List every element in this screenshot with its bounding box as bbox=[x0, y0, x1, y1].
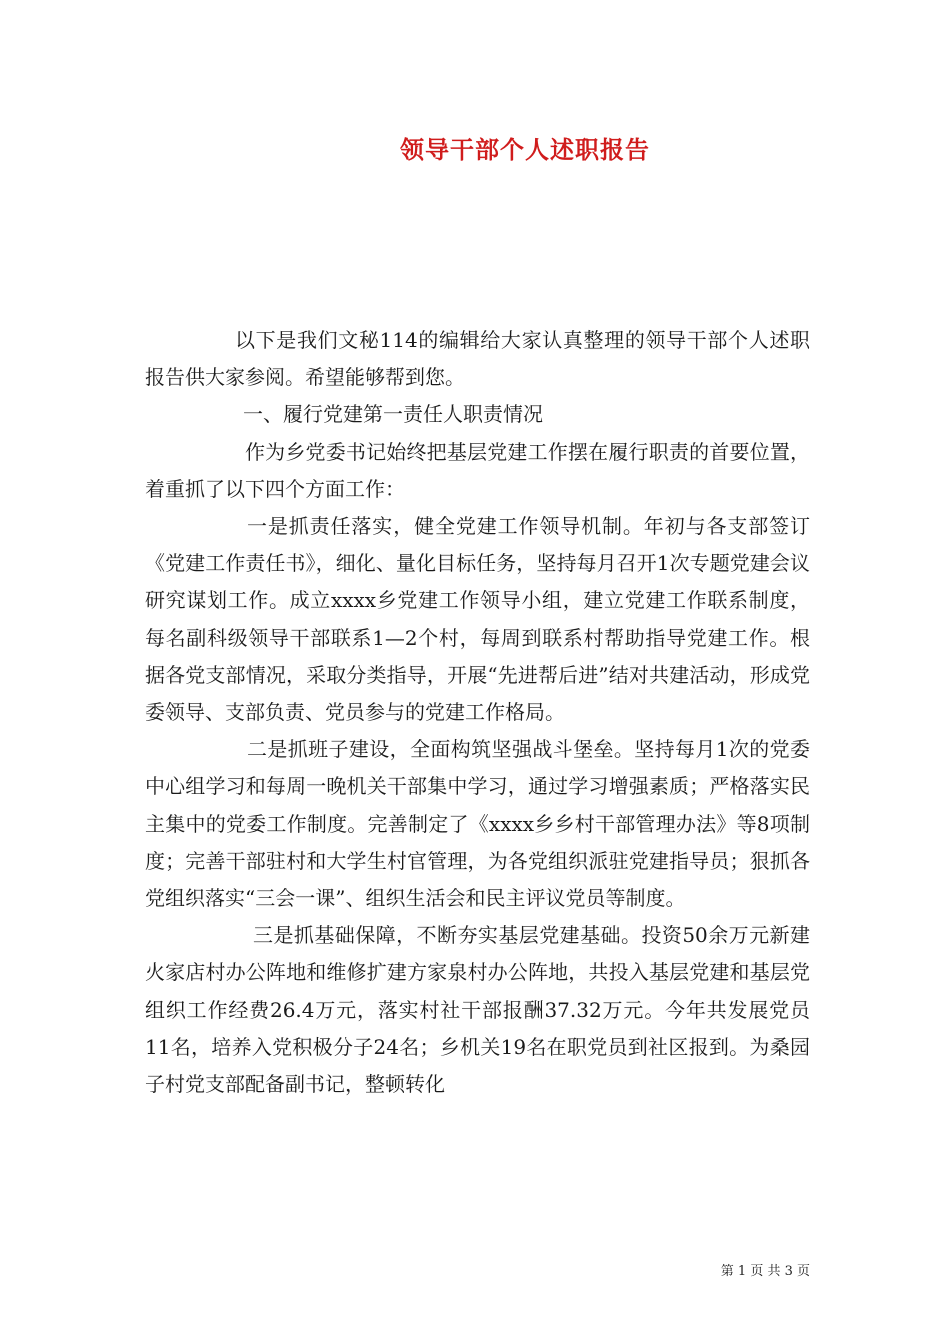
page-number-footer: 第 1 页 共 3 页 bbox=[720, 1264, 810, 1279]
paragraph-intro: 以下是我们文秘114的编辑给大家认真整理的领导干部个人述职报告供大家参阅。希望能够帮到您。 bbox=[145, 328, 810, 390]
document-body bbox=[145, 322, 810, 1103]
document-title: 领导干部个人述职报告 bbox=[400, 135, 650, 164]
paragraph-point-1: 一是抓责任落实，健全党建工作领导机制。年初与各支部签订《党建工作责任书》，细化、量化目标任务，坚持每月召开1次专题党建会议研究谋划工作。成立xxxx乡党建工作领导小组，建立党建工作联系制度，每名副科级领导干部联系1—2个村，每周到联系村帮助指导党建工作。根据各党支部情况，采取分类指导，开展“先进帮后进”结对共建活动，形成党委领导、支部负责、党员参与的党建工作格局。 bbox=[145, 514, 810, 725]
paragraph-point-3: 三是抓基础保障，不断夯实基层党建基础。投资50余万元新建火家店村办公阵地和维修扩建方家泉村办公阵地，共投入基层党建和基层党组织工作经费26.4万元，落实村社干部报酬37.32万元。今年共发展党员11名，培养入党积极分子24名；乡机关19名在职党员到社区报到。为桑园子村党支部配备副书记，整顿转化 bbox=[145, 923, 810, 1097]
paragraph-point-2: 二是抓班子建设，全面构筑坚强战斗堡垒。坚持每月1次的党委中心组学习和每周一晚机关干部集中学习，通过学习增强素质；严格落实民主集中的党委工作制度。完善制定了《xxxx乡乡村干部管理办法》等8项制度；完善干部驻村和大学生村官管理，为各党组织派驻党建指导员；狠抓各党组织落实“三会一课”、组织生活会和民主评议党员等制度。 bbox=[145, 737, 810, 911]
paragraph-role: 作为乡党委书记始终把基层党建工作摆在履行职责的首要位置，着重抓了以下四个方面工作： bbox=[145, 439, 810, 501]
section-heading: 一、履行党建第一责任人职责情况 bbox=[243, 402, 543, 427]
